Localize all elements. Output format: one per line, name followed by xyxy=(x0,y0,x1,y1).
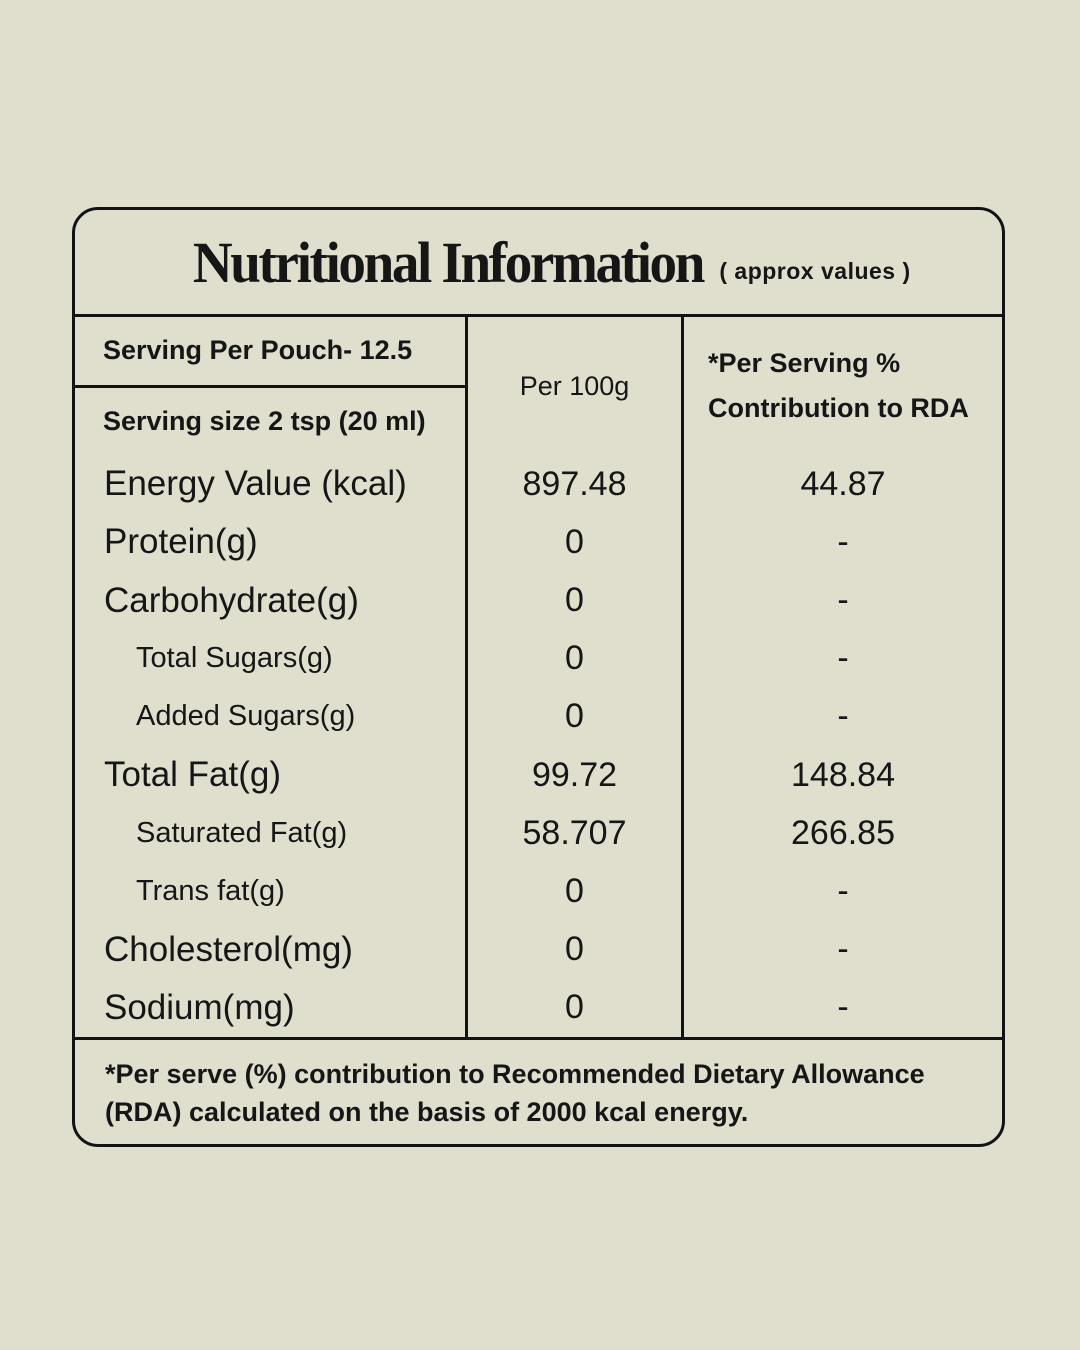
table-row xyxy=(75,862,1002,920)
table-row xyxy=(75,455,1002,513)
nutrient-label: Trans fat(g) xyxy=(75,862,468,920)
nutrient-label: Carbohydrate(g) xyxy=(75,571,468,629)
rda-value: - xyxy=(837,522,849,561)
rda-footnote: *Per serve (%) contribution to Recommended Dietary Allowance (RDA) calculated on the basis of 2000 kcal energy. xyxy=(105,1059,925,1127)
rda-value: 44.87 xyxy=(800,464,886,503)
table-row xyxy=(75,804,1002,862)
per-100g-value: 0 xyxy=(468,513,684,571)
rda-value: - xyxy=(837,697,849,736)
nutrient-label: Total Fat(g) xyxy=(75,746,468,804)
serving-size: Serving size 2 tsp (20 ml) xyxy=(103,405,426,436)
rda-value: 266.85 xyxy=(791,813,895,852)
table-body xyxy=(75,455,1002,1037)
per-100g-value: 0 xyxy=(468,630,684,688)
per-100g-value: 0 xyxy=(468,688,684,746)
rda-value: - xyxy=(837,581,849,619)
rda-value: 148.84 xyxy=(791,755,895,794)
title-band xyxy=(75,210,1002,314)
per-100g-value: 99.72 xyxy=(468,746,684,804)
nutrient-label: Added Sugars(g) xyxy=(75,688,468,746)
nutrient-label: Total Sugars(g) xyxy=(75,630,468,688)
table-row xyxy=(75,630,1002,688)
per-100g-value: 0 xyxy=(468,862,684,920)
nutrient-label: Energy Value (kcal) xyxy=(75,455,468,513)
per-100g-value: 58.707 xyxy=(468,804,684,862)
rda-header-line1: *Per Serving % xyxy=(708,348,901,378)
rda-value: - xyxy=(837,988,849,1027)
rda-value: - xyxy=(837,639,849,678)
table-header xyxy=(75,314,1002,455)
serving-info-column xyxy=(75,317,468,455)
rda-header-line2: Contribution to RDA xyxy=(708,393,969,423)
table-row xyxy=(75,571,1002,629)
nutrient-label: Saturated Fat(g) xyxy=(75,804,468,862)
per-100g-value: 0 xyxy=(468,921,684,979)
per-100g-value: 897.48 xyxy=(468,455,684,513)
rda-value: - xyxy=(837,930,849,969)
page-title: Nutritional Information xyxy=(193,229,704,295)
nutrient-label: Cholesterol(mg) xyxy=(75,921,468,979)
rda-header xyxy=(684,317,1002,455)
title-approx-note: ( approx values ) xyxy=(719,257,911,284)
per-100g-value: 0 xyxy=(468,571,684,629)
serving-per-pouch: Serving Per Pouch- 12.5 xyxy=(75,317,465,388)
table-row xyxy=(75,921,1002,979)
footnote-band xyxy=(75,1037,1002,1144)
table-row xyxy=(75,688,1002,746)
nutrient-label: Sodium(mg) xyxy=(75,979,468,1037)
table-row xyxy=(75,746,1002,804)
per-100g-header: Per 100g xyxy=(468,317,684,455)
per-100g-value: 0 xyxy=(468,979,684,1037)
nutrition-label-card xyxy=(72,207,1005,1147)
table-row xyxy=(75,513,1002,571)
table-row xyxy=(75,979,1002,1037)
rda-value: - xyxy=(837,872,849,911)
nutrient-label: Protein(g) xyxy=(75,513,468,571)
